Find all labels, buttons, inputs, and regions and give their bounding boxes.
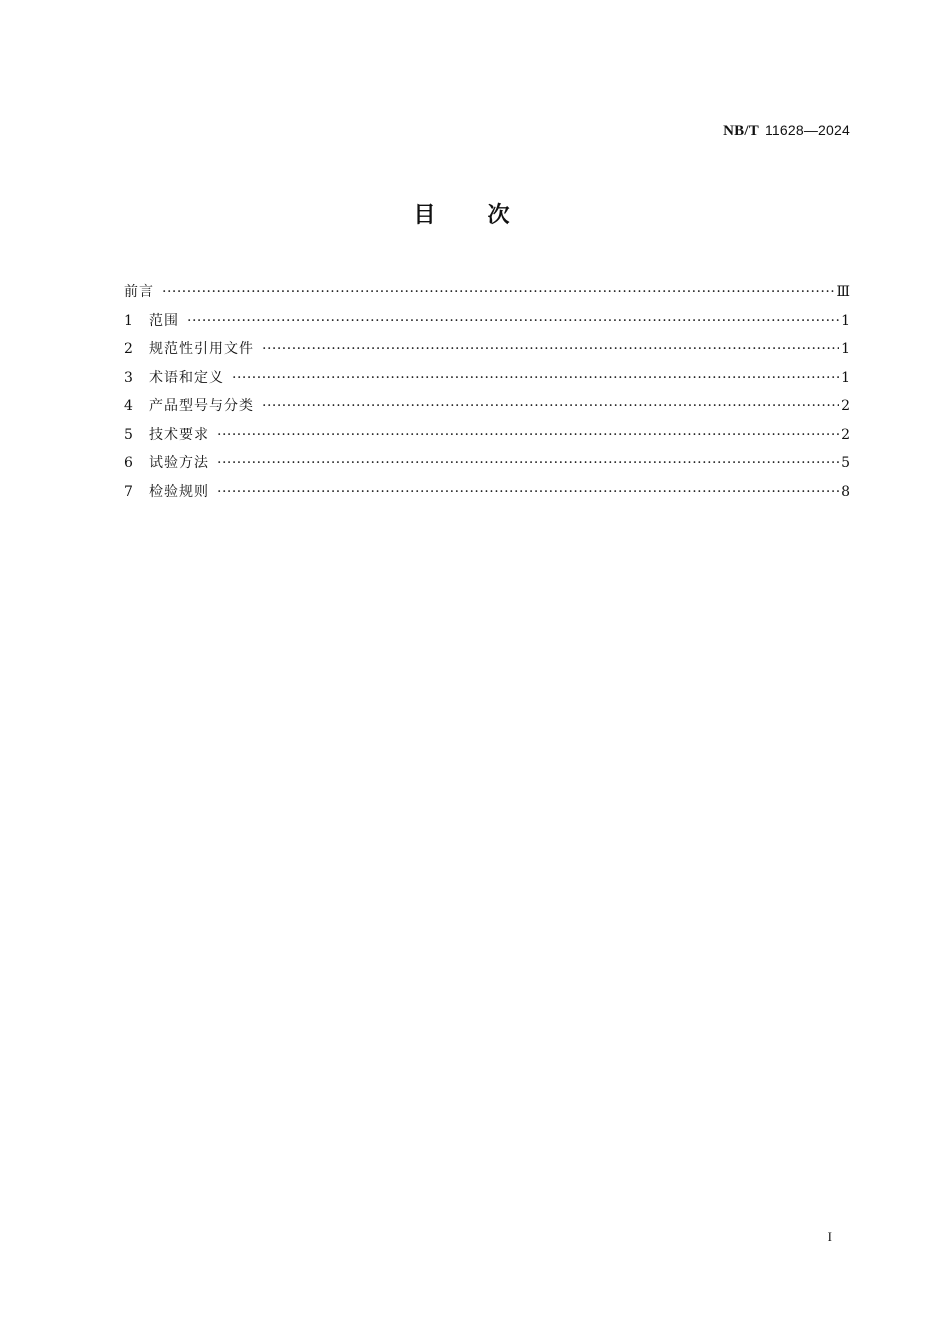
- toc-entry-page: 1: [841, 369, 850, 386]
- toc-entry-terms-definitions[interactable]: [124, 366, 850, 395]
- toc-leader-dots: [262, 394, 839, 418]
- toc-entry-foreword[interactable]: [124, 280, 850, 309]
- toc-leader-dots: [217, 451, 839, 475]
- toc-entry-number: 3: [124, 369, 133, 386]
- toc-entry-number: 1: [124, 312, 133, 329]
- toc-entry-title: 前言: [124, 284, 154, 300]
- toc-leader-dots: [232, 366, 839, 390]
- toc-entry-number: 6: [124, 455, 133, 471]
- toc-entry-title: 产品型号与分类: [149, 398, 254, 414]
- toc-entry-title: 规范性引用文件: [149, 341, 254, 357]
- toc-entry-page: 1: [841, 312, 850, 329]
- toc-entry-title: 检验规则: [149, 483, 209, 500]
- toc-entry-test-methods[interactable]: [124, 451, 850, 480]
- toc-leader-dots: [217, 480, 839, 504]
- toc-leader-dots: [217, 423, 839, 447]
- toc-entry-title: 试验方法: [149, 455, 209, 471]
- toc-entry-page: 8: [841, 483, 850, 500]
- toc-entry-page: 2: [841, 398, 850, 414]
- toc-entry-title: 范围: [149, 312, 179, 329]
- toc-entry-inspection-rules[interactable]: [124, 480, 850, 509]
- toc-entry-title: 术语和定义: [149, 369, 224, 386]
- toc-leader-dots: [162, 280, 834, 304]
- toc-entry-number: 5: [124, 426, 133, 443]
- page-number: I: [827, 1229, 832, 1244]
- toc-entry-page: 2: [841, 426, 850, 443]
- toc-entry-technical-requirements[interactable]: [124, 423, 850, 452]
- toc-entry-normative-references[interactable]: [124, 337, 850, 366]
- toc-leader-dots: [262, 337, 839, 361]
- toc-title: 目次: [413, 203, 562, 228]
- toc-entry-scope[interactable]: [124, 309, 850, 338]
- standard-prefix: NB/T: [723, 123, 759, 139]
- toc-entry-title: 技术要求: [149, 426, 209, 443]
- toc-leader-dots: [187, 309, 839, 333]
- toc-entry-page: Ⅲ: [836, 284, 850, 300]
- toc-entry-page: 5: [841, 455, 850, 471]
- toc-entry-number: 7: [124, 483, 133, 500]
- toc-entry-number: 4: [124, 398, 133, 414]
- standard-code: [723, 121, 850, 140]
- toc-entry-number: 2: [124, 341, 133, 357]
- table-of-contents: [124, 280, 850, 508]
- toc-entry-product-model[interactable]: [124, 394, 850, 423]
- standard-number: 11628—2024: [764, 122, 850, 138]
- toc-entry-page: 1: [841, 341, 850, 357]
